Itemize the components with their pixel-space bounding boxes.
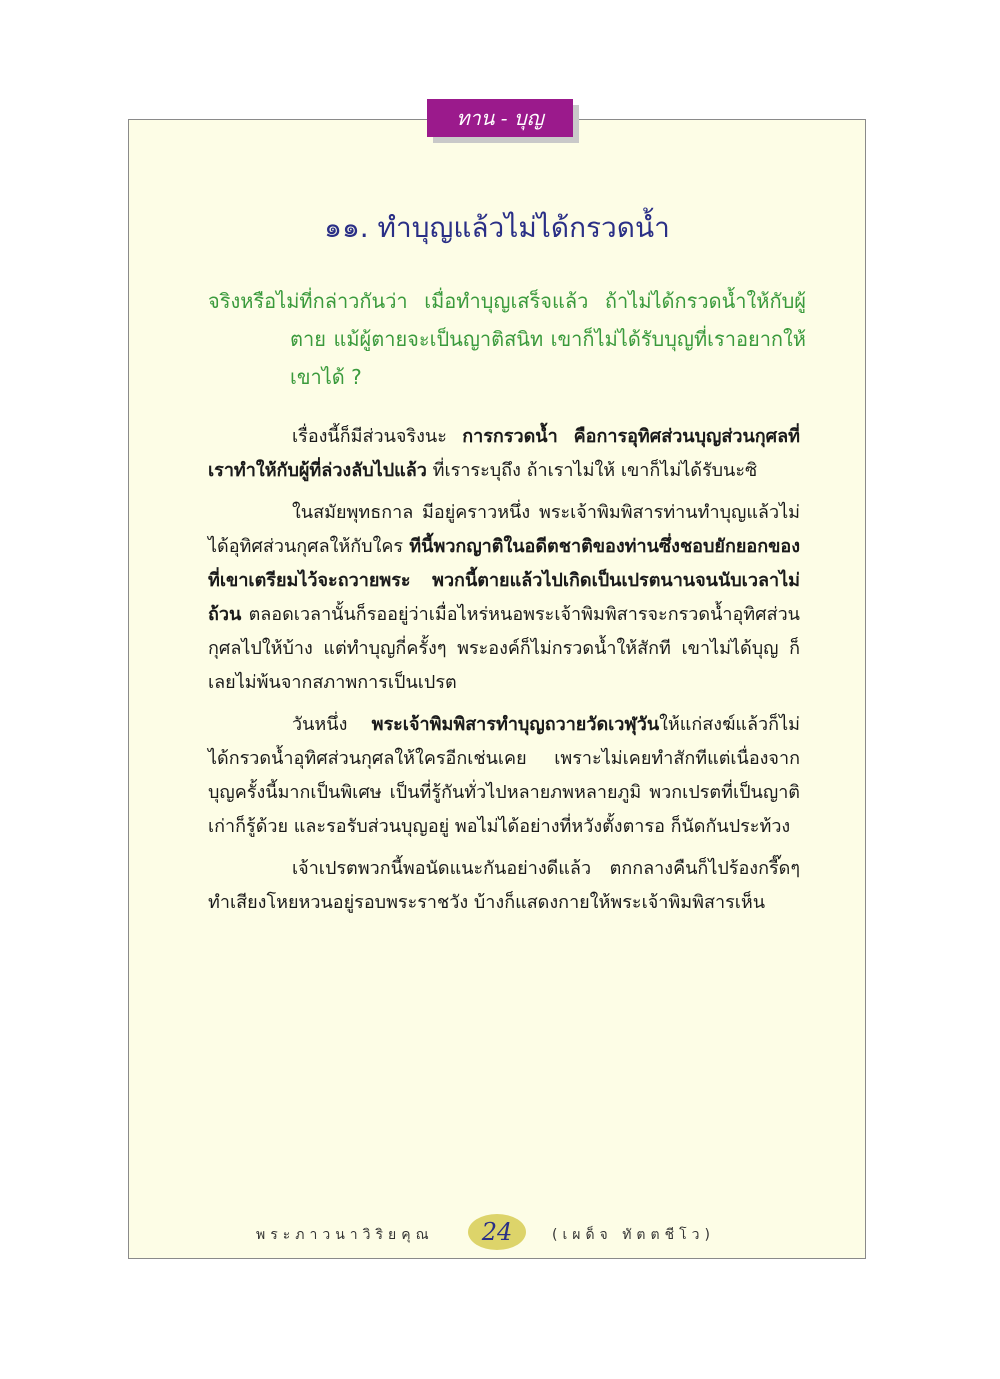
paragraph-run: วันหนึ่ง [292,714,372,735]
paragraph [208,852,800,920]
paragraph [208,496,800,700]
footer-author-name: (เผด็จ ทัตตชีโว) [552,1227,715,1243]
paragraph-run-bold: การกรวดน้ำ คือการอุทิศส่วนบุญส่วนกุศลที่เราทำให้กับผู้ที่ล่วงลับไปแล้ว [208,426,800,481]
paragraph-run: ที่เราระบุถึง ถ้าเราไม่ให้ เขาก็ไม่ได้รับนะซิ [426,460,758,481]
footer-author: พระภาวนาวิริยคุณ [256,1227,434,1243]
page-footer [128,1214,866,1254]
paragraph-run-bold: พระเจ้าพิมพิสารทำบุญถวายวัดเวฬุวัน [371,714,660,735]
chapter-title: ๑๑. ทำบุญแล้วไม่ได้กรวดน้ำ [324,211,670,244]
paragraph-run: ในสมัยพุทธกาล มีอยู่คราวหนึ่ง พระเจ้าพิมพิสารท่านทำบุญแล้วไม่ได้อุทิศส่วนกุศลให้กับใคร [208,502,800,557]
paragraph-run: ให้แก่สงฆ์แล้วก็ไม่ได้กรวดน้ำอุทิศส่วนกุศลให้ใครอีกเช่นเคย เพราะไม่เคยทำสักทีแต่เนื่องจากบุญครั้งนี้มากเป็นพิเศษ เป็นที่รู้กันทั่วไปหลายภพหลายภูมิ พวกเปรตที่เป็นญาติเก่าก็รู้ด้วย และรอรับส่วนบุญอยู่ พอไม่ได้อย่างที่หวังตั้งตารอ ก็นัดกันประท้วง [208,714,800,837]
body-text [208,420,800,928]
paragraph-run: เจ้าเปรตพวกนี้พอนัดแนะกันอย่างดีแล้ว ตกกลางคืนก็ไปร้องกรี๊ดๆ ทำเสียงโหยหวนอยู่รอบพระราชวัง บ้างก็แสดงกายให้พระเจ้าพิมพิสารเห็น [208,858,800,913]
paragraph-run: ตลอดเวลานั้นก็รออยู่ว่าเมื่อไหร่หนอพระเจ้าพิมพิสารจะกรวดน้ำอุทิศส่วนกุศลไปให้บ้าง แต่ทำบุญกี่ครั้งๆ พระองค์ก็ไม่กรวดน้ำให้สักที เขาไม่ได้บุญ ก็เลยไม่พ้นจากสภาพการเป็นเปรต [208,604,800,693]
page-number-badge: 24 [468,1214,526,1250]
paragraph [208,420,800,488]
paragraph-run-bold: ทีนี้พวกญาติในอดีตชาติของท่านซึ่งชอบยักยอกของที่เขาเตรียมไว้จะถวายพระ พวกนี้ตายแล้วไปเกิดเป็นเปรตนานจนนับเวลาไม่ถ้วน [208,536,800,625]
section-tab: ทาน - บุญ [427,99,573,137]
paragraph-run: เรื่องนี้ก็มีส่วนจริงนะ [292,426,463,447]
paragraph [208,708,800,844]
question-text: จริงหรือไม่ที่กล่าวกันว่า เมื่อทำบุญเสร็จแล้ว ถ้าไม่ได้กรวดน้ำให้กับผู้ตาย แม้ผู้ตายจะเป็นญาติสนิท เขาก็ไม่ได้รับบุญที่เราอยากให้เขาได้ ? [208,289,806,389]
